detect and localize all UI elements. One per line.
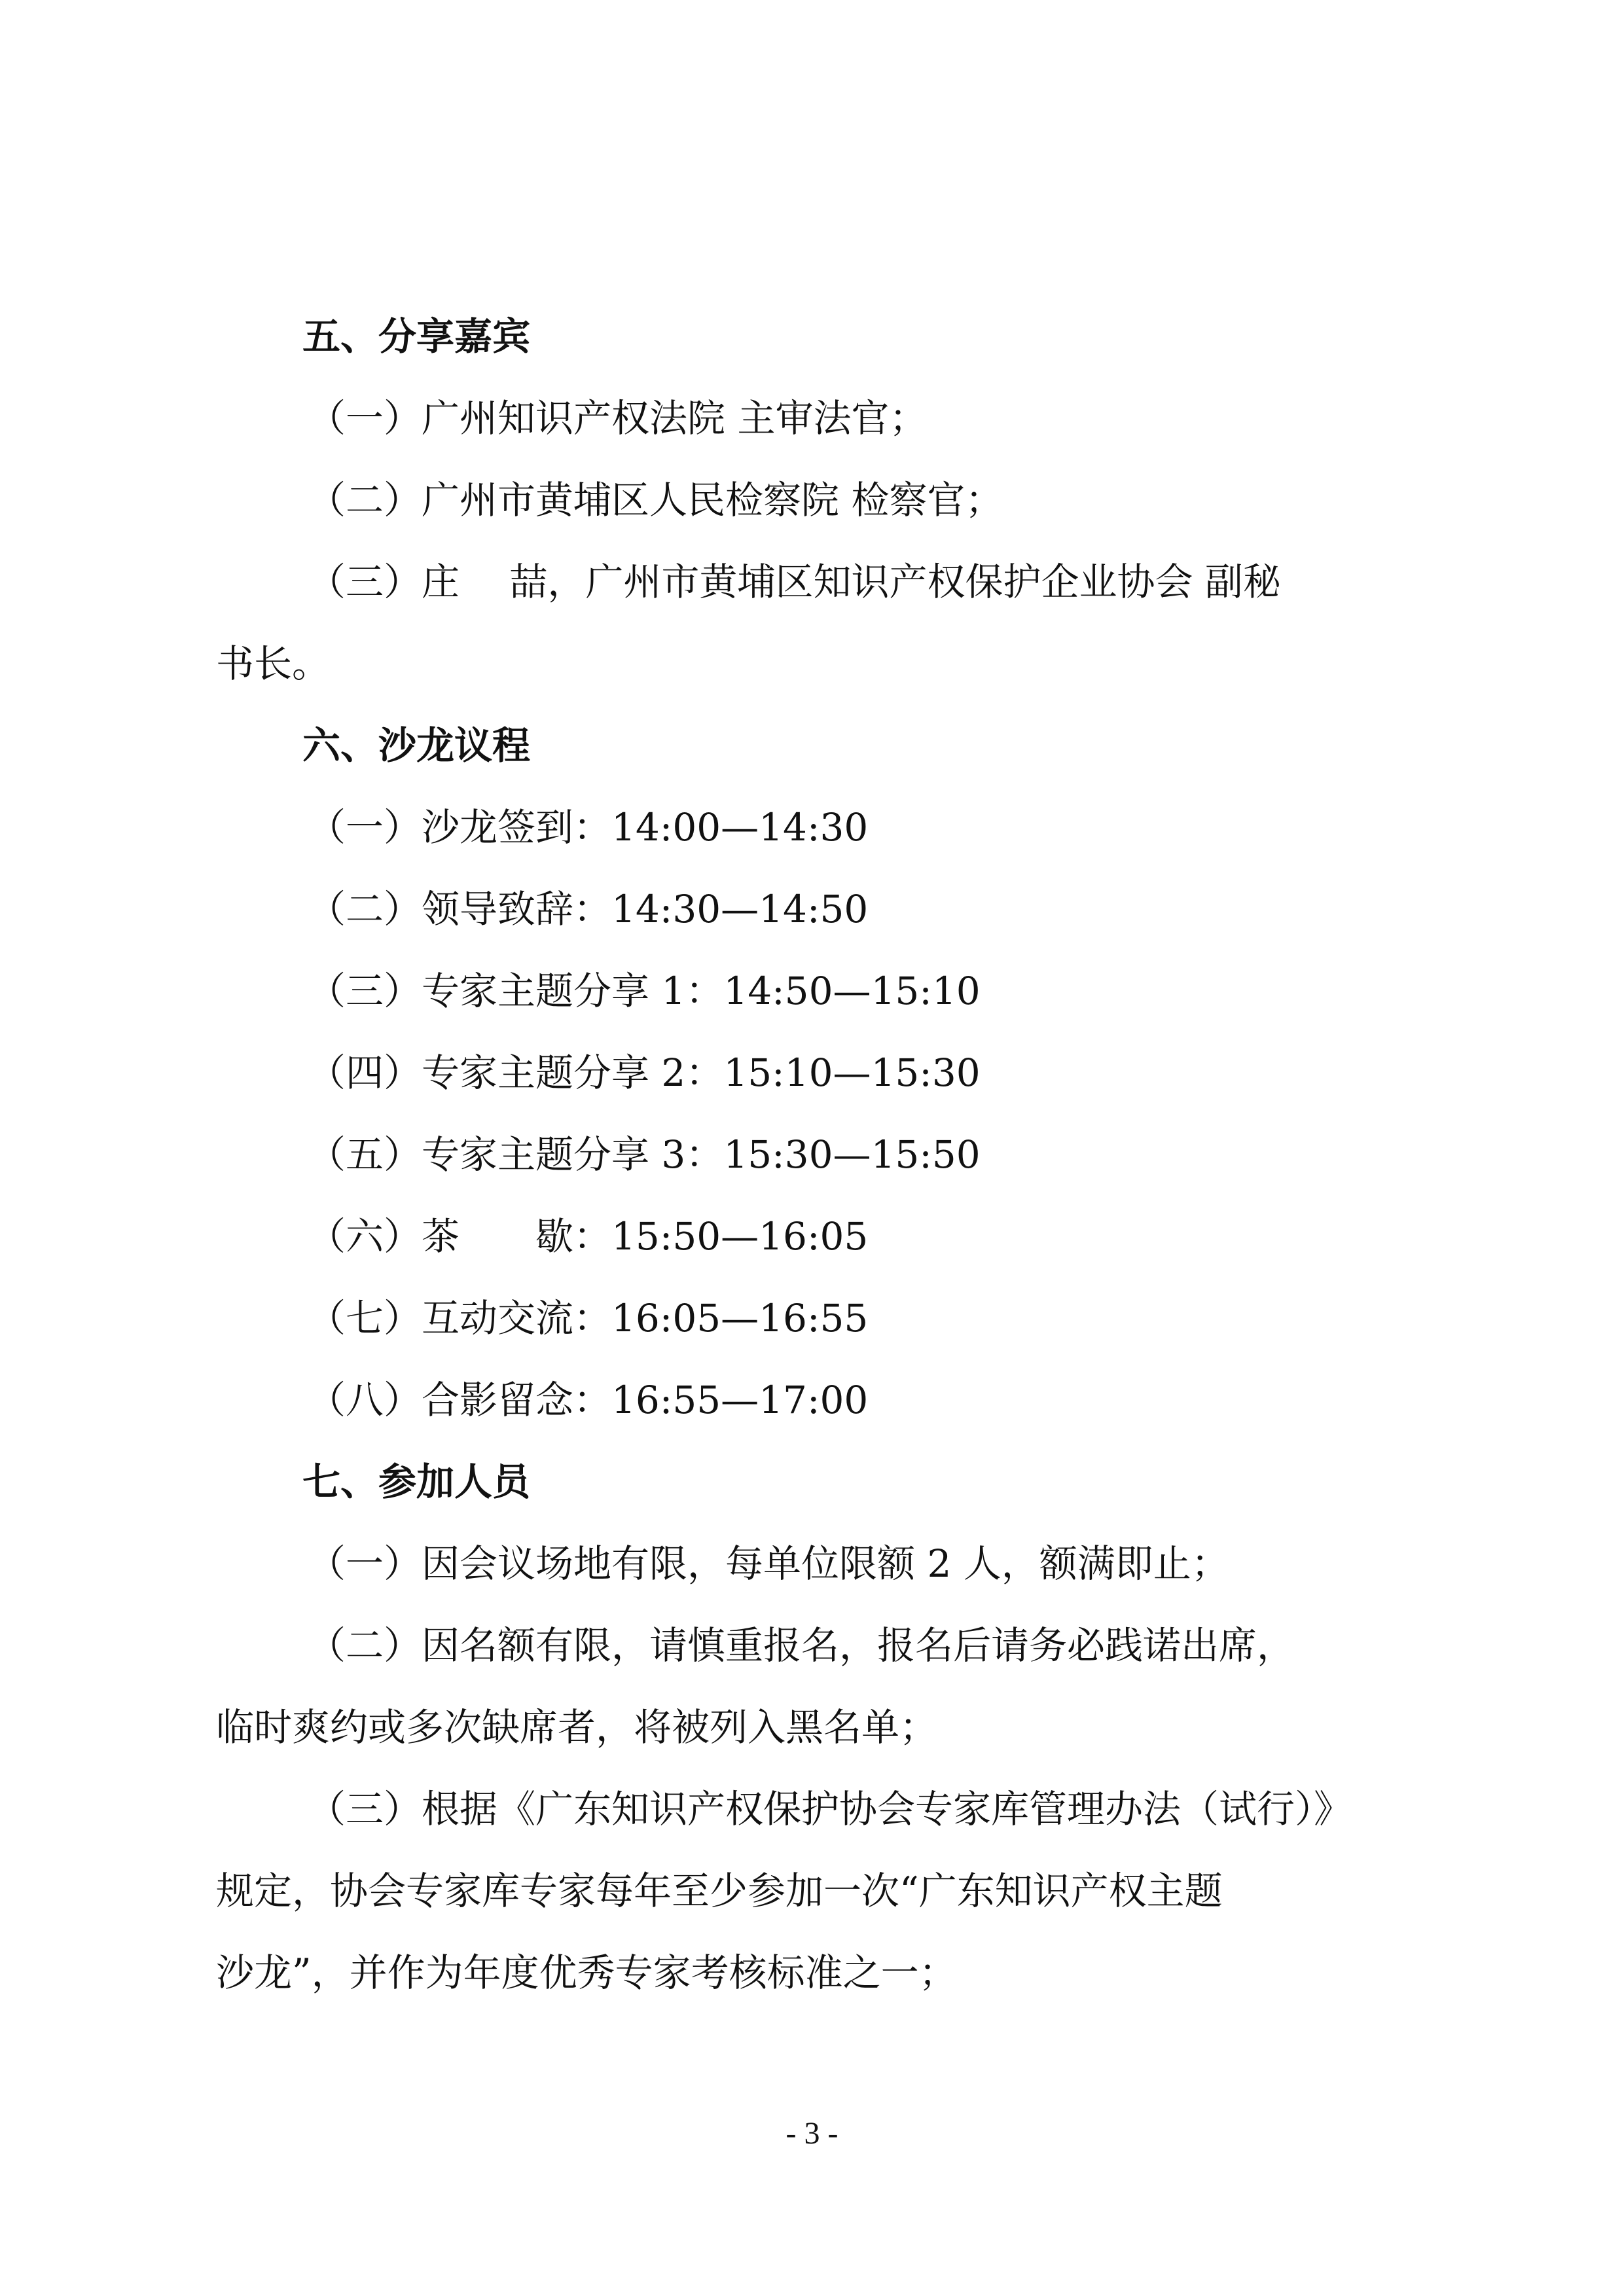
agenda-item-8: （八）合影留念：16:55—17:00 <box>308 1378 869 1422</box>
agenda-item-6: （六）茶 歇：15:50—16:05 <box>308 1214 869 1259</box>
agenda-item-5: （五）专家主题分享 3：15:30—15:50 <box>308 1132 981 1177</box>
participant-item-3-continued-1: 规定，协会专家库专家每年至少参加一次“广东知识产权主题 <box>216 1869 1223 1913</box>
agenda-item-3: （三）专家主题分享 1：14:50—15:10 <box>308 969 981 1013</box>
section-heading-participants: 七、参加人员 <box>302 1460 531 1504</box>
agenda-item-2: （二）领导致辞：14:30—14:50 <box>308 887 869 931</box>
section-heading-agenda: 六、沙龙议程 <box>302 723 531 768</box>
participant-item-2-continued: 临时爽约或多次缺席者，将被列入黑名单； <box>216 1705 938 1749</box>
section-heading-guests: 五、分享嘉宾 <box>302 314 531 359</box>
guest-item-1: （一）广州知识产权法院 主审法官； <box>308 396 928 440</box>
participant-item-3-continued-2: 沙龙”，并作为年度优秀专家考核标准之一； <box>216 1950 957 1995</box>
agenda-item-1: （一）沙龙签到：14:00—14:30 <box>308 805 869 850</box>
participant-item-2: （二）因名额有限，请慎重报名，报名后请务必践诺出席， <box>308 1623 1295 1668</box>
guest-item-2: （二）广州市黄埔区人民检察院 检察官； <box>308 478 1003 522</box>
agenda-item-7: （七）互动交流：16:05—16:55 <box>308 1296 869 1340</box>
guest-item-3: （三）庄 喆，广州市黄埔区知识产权保护企业协会 副秘 <box>308 560 1281 604</box>
page-number: - 3 - <box>785 2116 839 2151</box>
participant-item-3: （三）根据《广东知识产权保护协会专家库管理办法（试行）》 <box>308 1787 1352 1831</box>
agenda-item-4: （四）专家主题分享 2：15:10—15:30 <box>308 1050 981 1095</box>
participant-item-1: （一）因会议场地有限，每单位限额 2 人，额满即止； <box>308 1541 1229 1586</box>
guest-item-3-continued: 书长。 <box>216 641 331 686</box>
